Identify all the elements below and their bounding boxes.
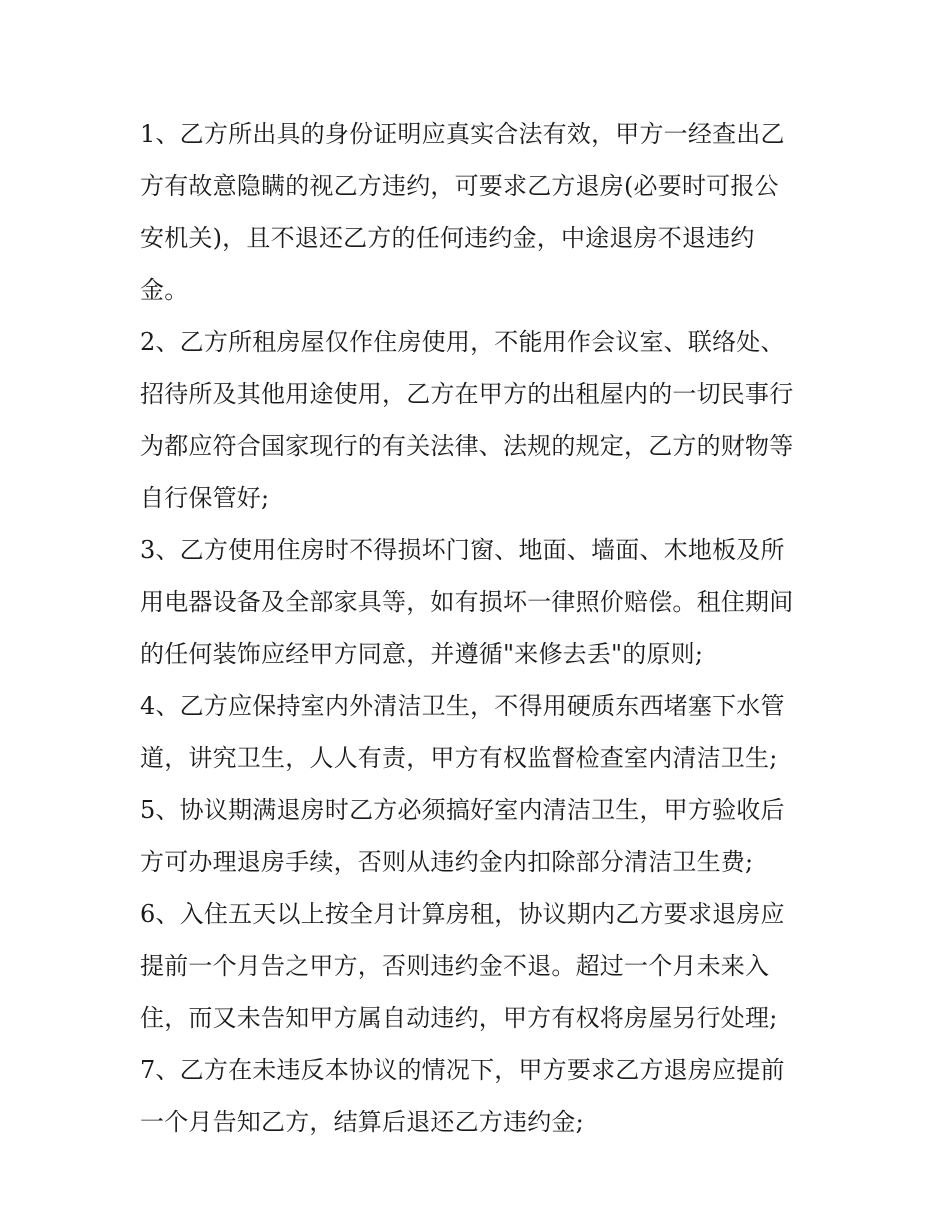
document-body [140, 108, 820, 1148]
text-line: 自行保管好; [140, 484, 270, 512]
text-line: 一个月告知乙方，结算后退还乙方违约金; [140, 1108, 584, 1136]
text-line: 提前一个月告之甲方，否则违约金不退。超过一个月未来入 [140, 952, 770, 980]
text-line: 金。 [140, 276, 189, 304]
text-line: 的任何装饰应经甲方同意，并遵循"来修去丢"的原则; [140, 640, 704, 668]
text-line: 1、乙方所出具的身份证明应真实合法有效，甲方一经查出乙 [140, 120, 785, 148]
clause-3 [140, 524, 820, 680]
text-line: 道，讲究卫生，人人有责，甲方有权监督检查室内清洁卫生; [140, 744, 778, 772]
text-line: 方可办理退房手续，否则从违约金内扣除部分清洁卫生费; [140, 848, 754, 876]
text-line: 6、入住五天以上按全月计算房租，协议期内乙方要求退房应 [140, 900, 785, 928]
clause-7 [140, 1044, 820, 1148]
text-line: 5、协议期满退房时乙方必须搞好室内清洁卫生，甲方验收后 [140, 796, 785, 824]
clause-2 [140, 316, 820, 524]
text-line: 用电器设备及全部家具等，如有损坏一律照价赔偿。租住期间 [140, 588, 794, 616]
text-line: 3、乙方使用住房时不得损坏门窗、地面、墙面、木地板及所 [140, 536, 785, 564]
text-line: 2、乙方所租房屋仅作住房使用，不能用作会议室、联络处、 [140, 328, 785, 356]
text-line: 安机关)，且不退还乙方的任何违约金，中途退房不退违约 [140, 224, 755, 252]
text-line: 为都应符合国家现行的有关法律、法规的规定，乙方的财物等 [140, 432, 794, 460]
text-line: 7、乙方在未违反本协议的情况下，甲方要求乙方退房应提前 [140, 1056, 785, 1084]
clause-4 [140, 680, 820, 784]
text-line: 住，而又未告知甲方属自动违约，甲方有权将房屋另行处理; [140, 1004, 778, 1032]
clause-6 [140, 888, 820, 1044]
text-line: 招待所及其他用途使用，乙方在甲方的出租屋内的一切民事行 [140, 380, 794, 408]
clause-5 [140, 784, 820, 888]
text-line: 4、乙方应保持室内外清洁卫生，不得用硬质东西堵塞下水管 [140, 692, 785, 720]
text-line: 方有故意隐瞒的视乙方违约，可要求乙方退房(必要时可报公 [140, 172, 779, 200]
clause-1 [140, 108, 820, 316]
